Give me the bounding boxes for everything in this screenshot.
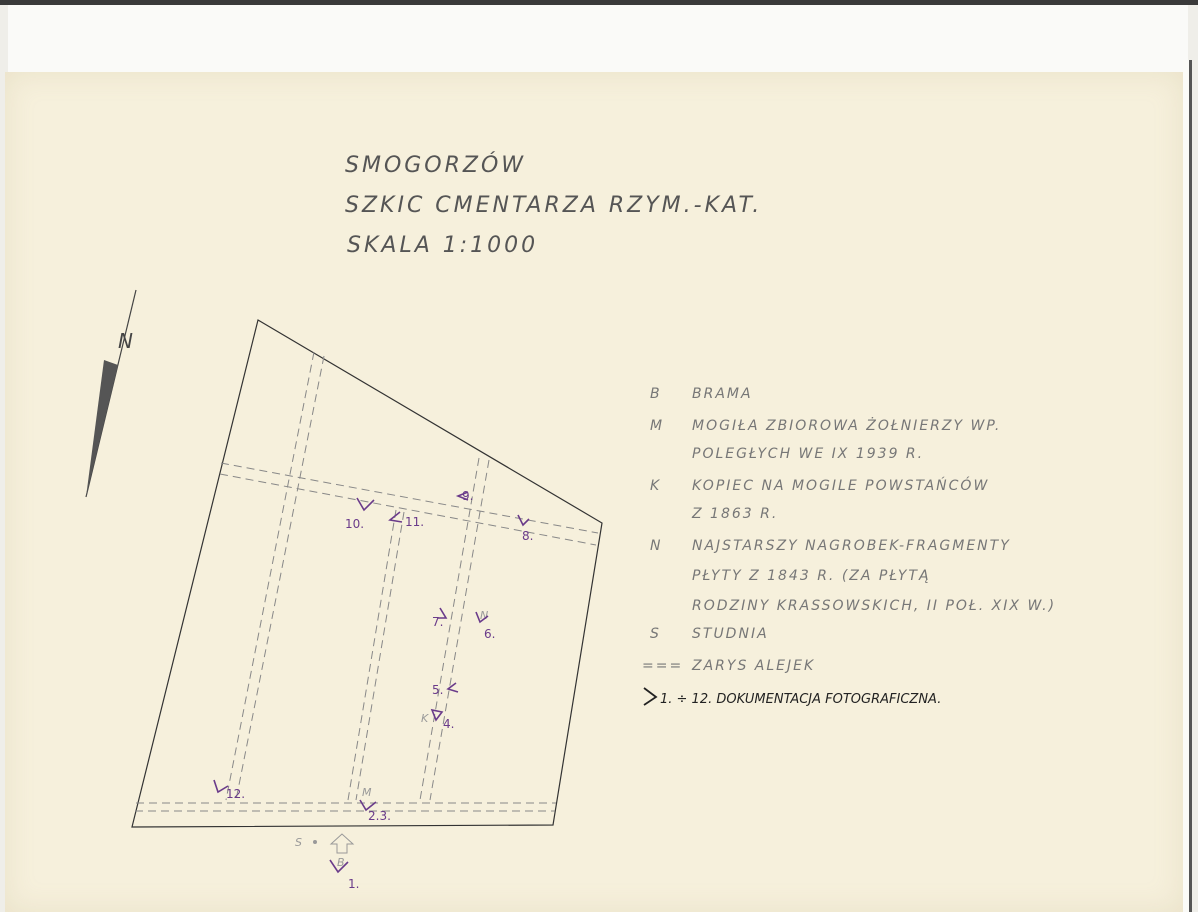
legend-text-n-3: RODZINY KRASSOWSKICH, II POŁ. XIX W.): [692, 598, 1057, 614]
legend-key-n: N: [650, 538, 663, 554]
gate-arrow-icon: [331, 834, 353, 853]
legend-text-k-2: Z 1863 R.: [692, 506, 779, 522]
legend-text-b: BRAMA: [692, 386, 753, 402]
photo-point-10: 10.: [345, 517, 365, 531]
photo-point-4: 4.: [443, 717, 455, 731]
photo-point-9: 9.: [462, 489, 474, 503]
cemetery-boundary: [132, 320, 602, 827]
photo-point-5: 5.: [432, 683, 444, 697]
north-label: N: [118, 329, 133, 353]
photo-symbol-icon: [644, 688, 656, 705]
legend-key-k: K: [650, 478, 662, 494]
well-dot: [313, 840, 317, 844]
photo-points: [214, 489, 533, 891]
legend-key-s: S: [650, 626, 661, 642]
photo-point-11: 11.: [405, 515, 425, 529]
photo-point-7: 7.: [432, 615, 444, 629]
title-line-1: SMOGORZÓW: [345, 153, 527, 178]
legend-text-m-1: MOGIŁA ZBIOROWA ŻOŁNIERZY WP.: [692, 418, 1002, 434]
oldest-label: N: [480, 609, 489, 622]
legend-text-k-1: KOPIEC NA MOGILE POWSTAŃCÓW: [692, 478, 990, 494]
photo-point-8: 8.: [522, 529, 534, 543]
north-arrow-icon: [86, 290, 136, 497]
grave-label: M: [362, 786, 372, 799]
legend-text-m-2: POLEGŁYCH WE IX 1939 R.: [692, 446, 925, 462]
mound-label: K: [421, 712, 429, 725]
photo-point-2-3: 2.3.: [368, 809, 391, 823]
legend-text-s: STUDNIA: [692, 626, 769, 642]
legend: [642, 386, 1056, 707]
title-line-2: SZKIC CMENTARZA RZYM.-KAT.: [345, 193, 763, 218]
legend-key-b: B: [650, 386, 662, 402]
photo-point-12: 12.: [226, 787, 246, 801]
legend-key-alleys: ===: [642, 658, 684, 674]
photo-point-6: 6.: [484, 627, 496, 641]
legend-text-n-1: NAJSTARSZY NAGROBEK-FRAGMENTY: [692, 538, 1011, 554]
legend-key-m: M: [650, 418, 665, 434]
photo-legend-text: 1. ÷ 12. DOKUMENTACJA FOTOGRAFICZNA.: [660, 692, 942, 707]
photo-point-1: 1.: [348, 877, 360, 891]
legend-text-n-2: PŁYTY Z 1843 R. (ZA PŁYTĄ: [692, 568, 931, 584]
well-label: S: [295, 836, 302, 849]
alleys: [135, 352, 598, 811]
title-line-3: SKALA 1:1000: [347, 233, 539, 258]
gate-label: B: [337, 856, 345, 869]
legend-text-alleys: ZARYS ALEJEK: [692, 658, 816, 674]
